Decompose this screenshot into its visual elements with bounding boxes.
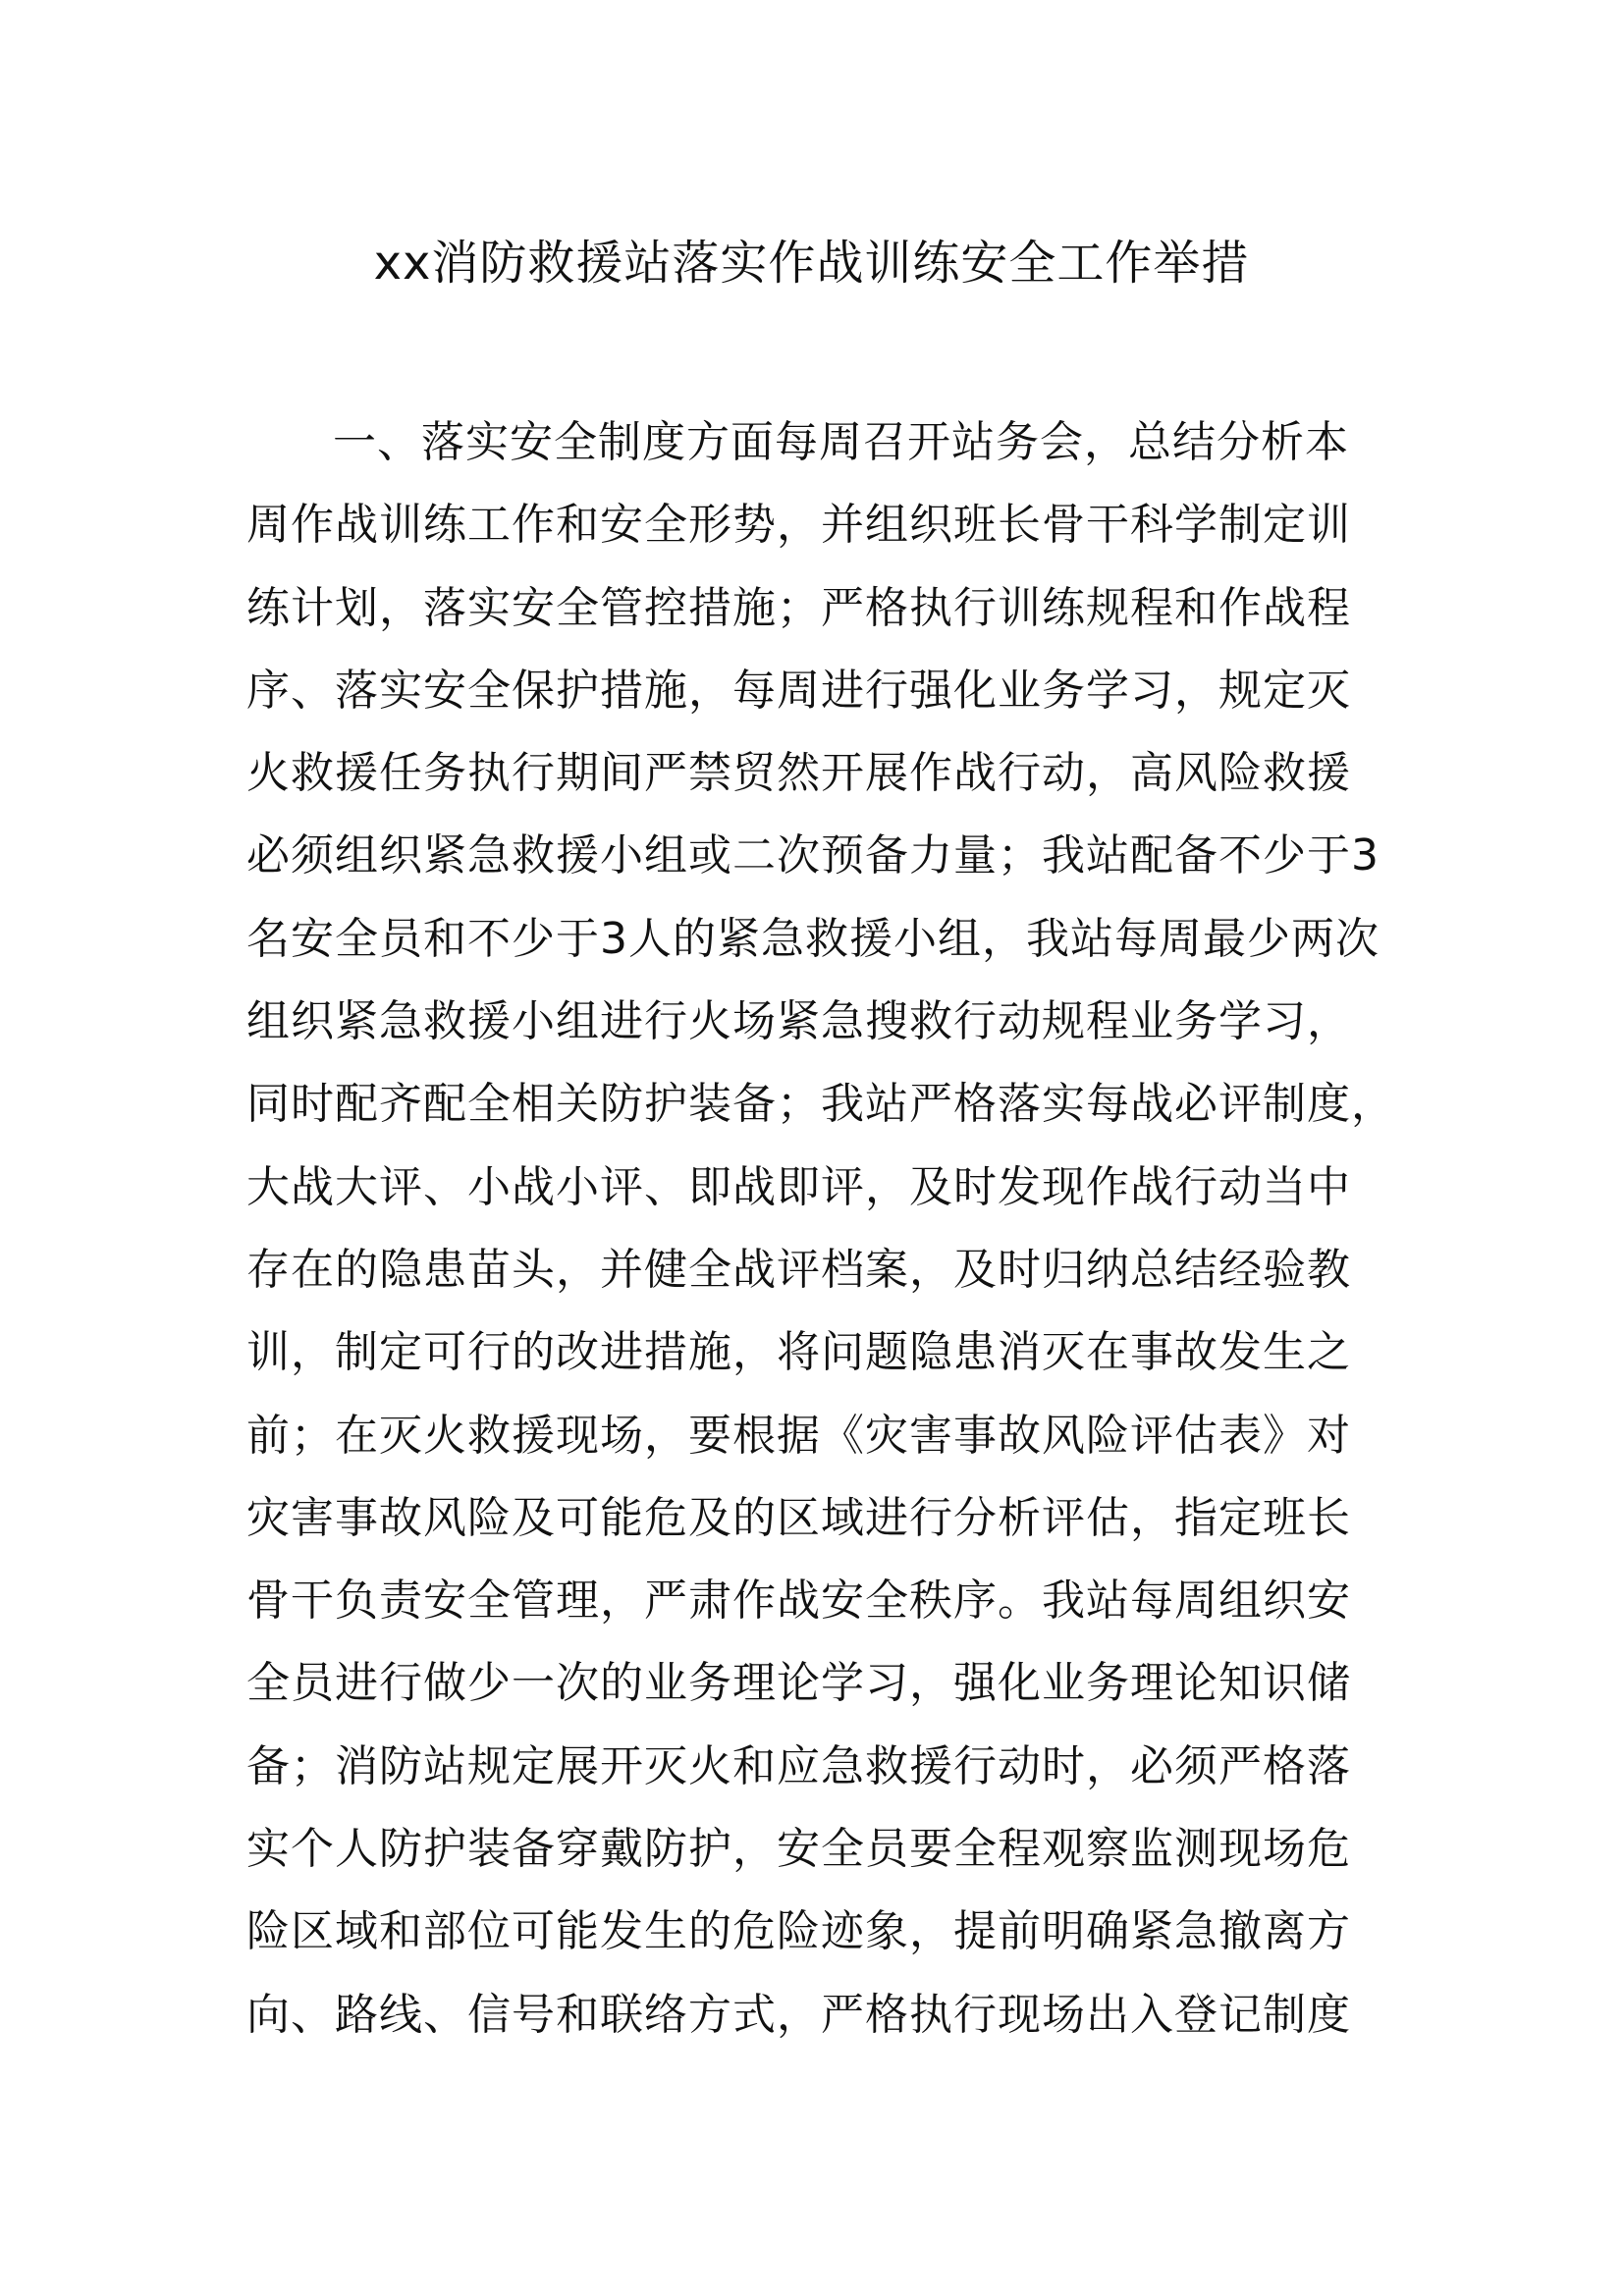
paragraph-line: 前；在灭火救援现场，要根据《灾害事故风险评估表》对 (246, 1410, 1351, 1461)
paragraph-line: 序、落实安全保护措施，每周进行强化业务学习，规定灭 (246, 665, 1351, 716)
paragraph-line: 名安全员和不少于3人的紧急救援小组，我站每周最少两次 (246, 913, 1380, 964)
paragraph-line: 险区域和部位可能发生的危险迹象，提前明确紧急撤离方 (246, 1906, 1351, 1957)
paragraph-line: 大战大评、小战小评、即战即评，及时发现作战行动当中 (246, 1161, 1351, 1212)
paragraph-line: 练计划，落实安全管控措施；严格执行训练规程和作战程 (246, 582, 1351, 633)
paragraph-line: 周作战训练工作和安全形势，并组织班长骨干科学制定训 (246, 500, 1351, 551)
paragraph-line: 同时配齐配全相关防护装备；我站严格落实每战必评制度， (246, 1079, 1395, 1130)
paragraph-line: 训，制定可行的改进措施，将问题隐患消灭在事故发生之 (246, 1327, 1351, 1378)
paragraph-line: 向、路线、信号和联络方式，严格执行现场出入登记制度 (246, 1989, 1351, 2040)
paragraph-line: 全员进行做少一次的业务理论学习，强化业务理论知识储 (246, 1658, 1351, 1709)
paragraph-line: 灾害事故风险及可能危及的区域进行分析评估，指定班长 (246, 1492, 1351, 1543)
paragraph-line: 实个人防护装备穿戴防护，安全员要全程观察监测现场危 (246, 1824, 1351, 1875)
paragraph-line: 备；消防站规定展开灭火和应急救援行动时，必须严格落 (246, 1740, 1351, 1791)
paragraph-line: 一、落实安全制度方面每周召开站务会，总结分析本 (333, 417, 1349, 467)
paragraph-line: 骨干负责安全管理，严肃作战安全秩序。我站每周组织安 (246, 1575, 1351, 1627)
document-title: xx消防救援站落实作战训练安全工作举措 (373, 236, 1250, 291)
paragraph-line: 必须组织紧急救援小组或二次预备力量；我站配备不少于3 (246, 830, 1380, 881)
paragraph-line: 火救援任务执行期间严禁贸然开展作战行动，高风险救援 (246, 748, 1351, 799)
paragraph-line: 存在的隐患苗头，并健全战评档案，及时归纳总结经验教 (246, 1244, 1351, 1295)
body-paragraph (246, 401, 1395, 2056)
paragraph-line: 组织紧急救援小组进行火场紧急搜救行动规程业务学习， (246, 996, 1351, 1047)
